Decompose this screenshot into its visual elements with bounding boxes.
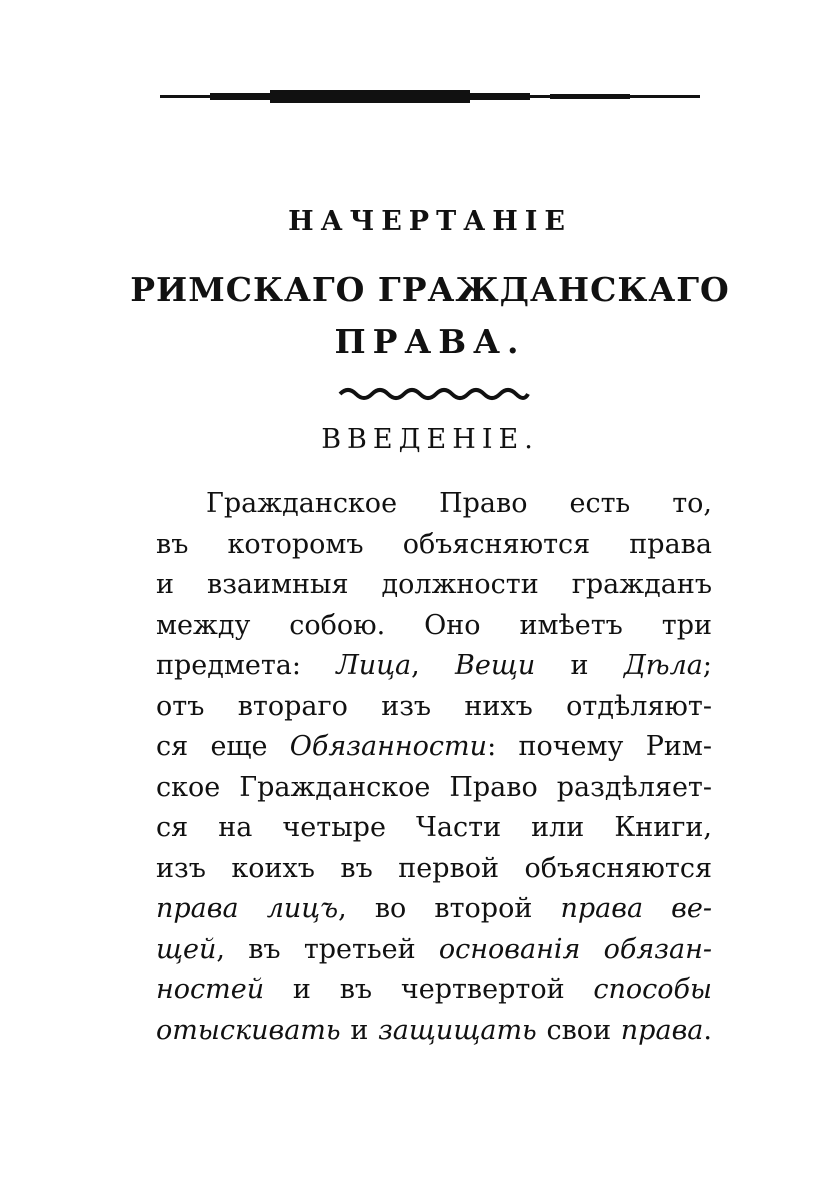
italic-term: щей	[156, 933, 217, 965]
text-segment: ,	[411, 650, 456, 681]
italic-term: основанія обязан-	[438, 933, 712, 965]
italic-term: ностей	[156, 974, 265, 1005]
text-line	[156, 1011, 712, 1052]
text-line	[156, 484, 712, 525]
text-segment: изъ коихъ въ первой объясняются	[156, 852, 712, 884]
title-line-1: НАЧЕРТАНІЕ	[288, 206, 572, 237]
text-line	[156, 930, 712, 971]
text-line	[156, 889, 712, 930]
text-segment: предмета:	[156, 650, 337, 681]
title-line-2: РИМСКАГО ГРАЖДАНСКАГО	[130, 270, 730, 309]
text-line	[156, 768, 712, 809]
italic-term: права	[620, 1014, 704, 1046]
text-segment: свои	[536, 1014, 621, 1046]
italic-term: способы	[593, 974, 712, 1005]
text-segment: и взаимныя должности гражданъ	[156, 569, 712, 600]
text-segment: ;	[702, 650, 712, 681]
text-line	[156, 808, 712, 849]
text-line	[156, 525, 712, 566]
italic-term: права лицъ	[156, 893, 339, 924]
text-line	[156, 646, 712, 687]
text-segment: и	[535, 650, 624, 681]
text-segment: , въ третьей	[216, 933, 439, 965]
text-line	[156, 970, 712, 1011]
text-segment: и въ чертвертой	[264, 974, 594, 1005]
text-line	[156, 687, 712, 728]
wave-ornament	[338, 386, 530, 402]
text-segment: : почему Рим-	[487, 731, 712, 762]
text-segment: ся еще	[156, 731, 290, 762]
italic-term: защищать	[378, 1014, 537, 1046]
text-segment: и	[340, 1014, 379, 1046]
text-line	[156, 849, 712, 890]
text-line	[156, 727, 712, 768]
italic-term: Обязанности	[289, 731, 488, 762]
body-paragraph	[156, 484, 712, 1051]
italic-term: Дѣла	[623, 650, 703, 681]
italic-term: права ве-	[560, 893, 712, 924]
text-segment: отъ втораго изъ нихъ отдѣляют-	[156, 690, 712, 722]
header-ornament-rule	[160, 86, 700, 108]
text-segment: между собою. Оно имѣетъ три	[156, 609, 712, 641]
text-line	[156, 565, 712, 606]
italic-term: отыскивать	[156, 1014, 341, 1046]
section-title: ВВЕДЕНІЕ.	[321, 424, 539, 455]
text-segment: ское Гражданское Право раздѣляет-	[156, 771, 712, 803]
text-line	[156, 606, 712, 647]
text-segment: .	[703, 1014, 712, 1046]
text-segment: въ которомъ объясняются права	[156, 528, 712, 560]
text-segment: Гражданское Право есть то,	[206, 488, 712, 519]
italic-term: Вещи	[455, 650, 536, 681]
text-segment: , во второй	[338, 893, 561, 924]
title-line-3: ПРАВА.	[334, 322, 526, 361]
italic-term: Лица	[336, 650, 412, 681]
text-segment: ся на четыре Части или Книги,	[156, 812, 712, 843]
